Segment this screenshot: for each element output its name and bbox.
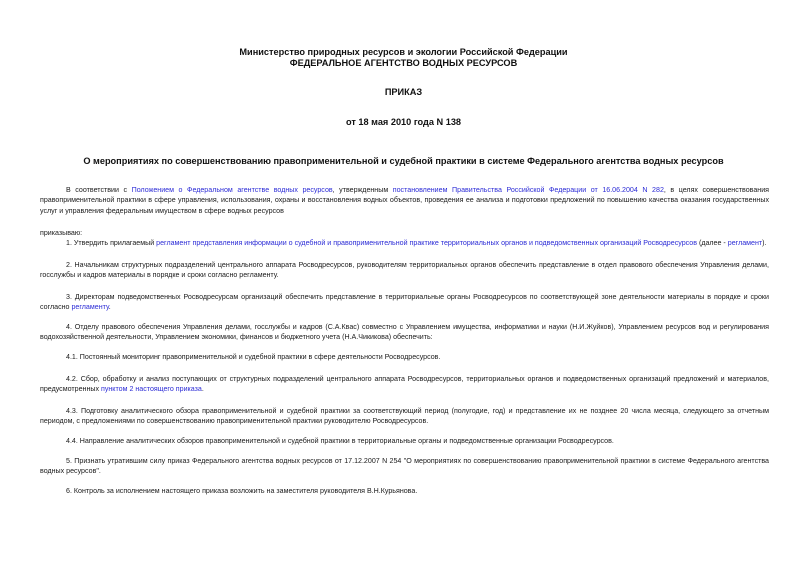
item-4-1: 4.1. Постоянный мониторинг правоприменительной и судебной практики в сфере деятельности Росводресурсов. — [66, 353, 441, 361]
agency-name: ФЕДЕРАЛЬНОЕ АГЕНТСТВО ВОДНЫХ РЕСУРСОВ — [289, 58, 518, 68]
link-government-decree[interactable]: постановлением Правительства Российской Федерации от 16.06.2004 N 282 — [392, 186, 664, 194]
link-reglament-short[interactable]: регламент — [727, 239, 763, 247]
item-1 — [40, 238, 769, 248]
document-title: О мероприятиях по совершенствованию правоприменительной и судебной практики в системе Федерального агентства водных ресурсов — [83, 156, 724, 166]
link-regulation-on-agency[interactable]: Положением о Федеральном агентстве водных ресурсов — [131, 186, 333, 194]
item-4-2-text-b: . — [201, 385, 204, 394]
link-reglament-item-3[interactable]: регламенту — [71, 303, 109, 312]
link-reglament-full[interactable]: регламент представления информации о судебной и правоприменительной практике территориальных органов и подведомственных организаций Росводресурсов — [156, 239, 697, 247]
item-4-2 — [40, 374, 769, 395]
ministry-name: Министерство природных ресурсов и экологии Российской Федерации — [239, 47, 568, 57]
preamble-text-3: , в целях совершенствования правоприменительной практики в сфере управления, использования, охраны и восстановления водных объектов, проведения ее анализа и подготовки предложений по повышению качества оказания государственных услуг и управления федеральным имуществом в сфере водных ресурсов — [40, 186, 770, 215]
item-1-text-a: 1. Утвердить прилагаемый — [66, 239, 157, 247]
item-2: 2. Начальникам структурных подразделений центрального аппарата Росводресурсов, руководителям территориальных органов обеспечить представление в отдел правового обеспечения Управления делами, госслужбы и кадров материалы в порядке и сроки согласно регламенту. — [40, 261, 769, 280]
item-4: 4. Отделу правового обеспечения Управления делами, госслужбы и кадров (С.А.Квас) совместно с Управлением имущества, информатики и науки (Н.И.Жуйков), Управлением ресурсов вод и регулирования водохозяйственной деятельности, Управлением экономики, финансов и бюджетного учета (Н.А.Чикикова) обеспечить: — [40, 323, 769, 342]
item-5: 5. Признать утратившим силу приказ Федерального агентства водных ресурсов от 17.12.2007 N 254 "О мероприятиях по совершенствованию правоприменительной практики в системе Федерального агентства водных ресурсов". — [40, 457, 769, 476]
item-4-4: 4.4. Направление аналитических обзоров правоприменительной и судебной практики в территориальные органы и подведомственные организации Росводресурсов. — [66, 437, 614, 445]
preamble-paragraph — [40, 185, 769, 216]
preamble-text-1: В соответствии с — [66, 186, 132, 194]
item-1-text-b: (далее - — [697, 239, 728, 247]
document-date-number: от 18 мая 2010 года N 138 — [345, 117, 462, 127]
document-type: ПРИКАЗ — [384, 87, 423, 97]
link-item-2-of-order[interactable]: пунктом 2 настоящего приказа — [101, 385, 202, 394]
item-6: 6. Контроль за исполнением настоящего приказа возложить на заместителя руководителя В.Н.Курьянова. — [66, 487, 418, 495]
preamble-text-2: , утвержденным — [332, 186, 393, 194]
item-3-text-b: . — [108, 303, 111, 312]
item-3 — [40, 292, 769, 313]
item-4-2-text-a: 4.2. Сбор, обработку и анализ поступающих от структурных подразделений центрального аппарата Росводресурсов, территориальных органов и подведомственных организаций предложений и материалов, предусмотренных — [40, 375, 769, 394]
item-3-text-a: 3. Директорам подведомственных Росводресурсам организаций обеспечить представление в территориальные органы Росводресурсов по соответствующей зоне деятельности материалы в порядке и сроки согласно — [40, 293, 769, 312]
item-4-3: 4.3. Подготовку аналитического обзора правоприменительной и судебной практики за соответствующий период (полугодие, год) и представление их не позднее 20 числа месяца, следующего за отчетным периодом, с предложениями по совершенствованию правоприменительной практики руководителю Росводресурсов. — [40, 407, 769, 426]
item-1-text-c: ). — [762, 239, 767, 247]
order-word: приказываю: — [40, 229, 83, 237]
